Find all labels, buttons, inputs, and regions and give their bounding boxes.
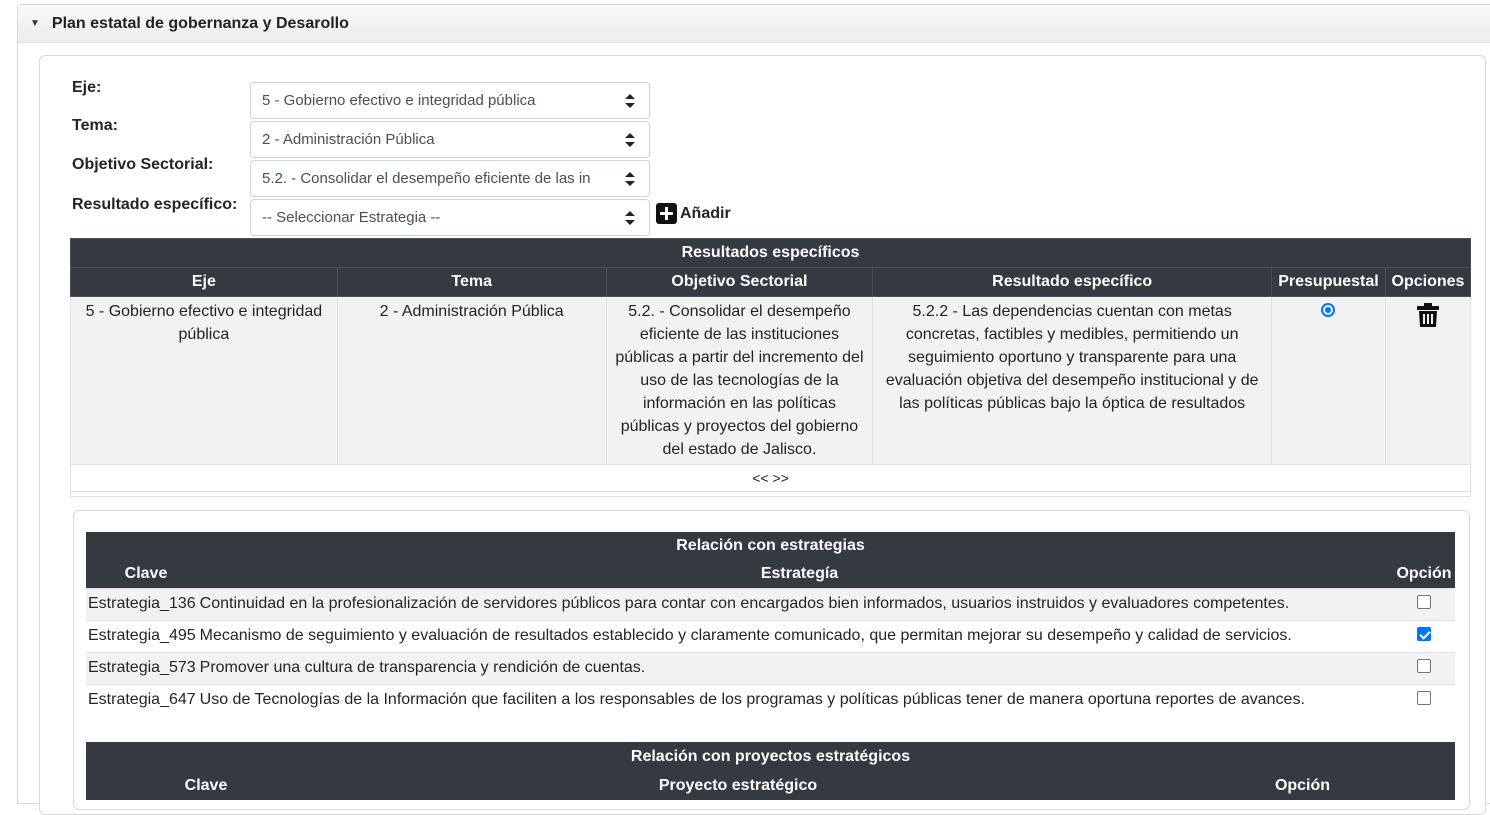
resultados-table: [70, 238, 1471, 497]
col-header-eje: Eje: [71, 268, 338, 297]
estrategia-checkbox[interactable]: [1417, 595, 1431, 609]
objetivo-label: Objetivo Sectorial:: [72, 156, 214, 173]
cell-presupuestal: [1271, 297, 1385, 465]
estrategia-texto: Continuidad en la profesionalización de servidores públicos para contar con encargados bien informados, usuarios instruidos y evaluadores competentes.: [199, 594, 1290, 612]
estrategias-table-title: Relación con estrategias: [86, 532, 1455, 560]
estrategia-cell: [86, 588, 1393, 620]
col-header-objetivo: Objetivo Sectorial: [606, 268, 873, 297]
estrategia-cell: [86, 684, 1393, 716]
table-row: [71, 297, 1471, 465]
select-arrows-icon: [625, 211, 635, 225]
cell-tema: 2 - Administración Pública: [337, 297, 606, 465]
estrategia-option-cell: [1393, 684, 1455, 716]
col-header-estrategia: Estrategía: [206, 560, 1393, 588]
cell-resultado: 5.2.2 - Las dependencias cuentan con metas concretas, factibles y medibles, permitiendo un seguimiento oportuno y transparente para una evaluación objetiva del desempeño institucional y de las políticas públicas bajo la óptica de resultados: [873, 297, 1272, 465]
col-header-proyecto: Proyecto estratégico: [326, 771, 1150, 800]
col-header-tema: Tema: [337, 268, 606, 297]
proyectos-table-title: Relación con proyectos estratégicos: [86, 742, 1455, 771]
table-row: [86, 620, 1455, 652]
objetivo-select[interactable]: [250, 160, 650, 197]
estrategias-table: [86, 532, 1455, 716]
resultado-label: Resultado específico:: [72, 196, 238, 213]
estrategia-option-cell: [1393, 588, 1455, 620]
add-button-label: Añadir: [680, 204, 731, 222]
col-header-presupuestal: Presupuestal: [1271, 268, 1385, 297]
caret-down-icon[interactable]: ▼: [30, 18, 40, 29]
select-arrows-icon: [625, 172, 635, 186]
estrategia-clave: Estrategia_136: [88, 594, 196, 612]
presupuestal-radio[interactable]: [1321, 303, 1335, 317]
col-header-opciones: Opciones: [1385, 268, 1470, 297]
estrategia-checkbox[interactable]: [1417, 659, 1431, 673]
estrategia-texto: Promover una cultura de transparencia y rendición de cuentas.: [199, 658, 646, 676]
resultado-select[interactable]: [250, 199, 650, 236]
resultados-table-title: Resultados específicos: [71, 239, 1471, 268]
table-row: [86, 588, 1455, 620]
cell-eje: 5 - Gobierno efectivo e integridad pública: [71, 297, 338, 465]
col-header-clave: Clave: [86, 560, 206, 588]
eje-select[interactable]: [250, 82, 650, 119]
select-arrows-icon: [625, 133, 635, 147]
cell-objetivo: 5.2. - Consolidar el desempeño eficiente de las instituciones públicas a partir del incremento del uso de las tecnologías de la información en las políticas públicas y proyectos del gobierno del estado de Jalisco.: [606, 297, 873, 465]
table-spacer: [71, 492, 1471, 497]
estrategia-clave: Estrategia_573: [88, 658, 196, 676]
select-arrows-icon: [625, 94, 635, 108]
estrategia-cell: [86, 620, 1393, 652]
table-row: [86, 652, 1455, 684]
estrategia-texto: Mecanismo de seguimiento y evaluación de resultados establecido y claramente comunicado, que permitan mejorar su desempeño y calidad de servicios.: [199, 626, 1292, 644]
estrategia-option-cell: [1393, 620, 1455, 652]
pager[interactable]: << >>: [71, 465, 1471, 492]
proyectos-table: [86, 742, 1455, 800]
tema-select[interactable]: [250, 121, 650, 158]
col-header-resultado: Resultado específico: [873, 268, 1272, 297]
estrategia-clave: Estrategia_647: [88, 690, 196, 708]
estrategia-checkbox[interactable]: [1417, 691, 1431, 705]
objetivo-select-value: 5.2. - Consolidar el desempeño eficiente de las in: [262, 170, 591, 187]
estrategia-texto: Uso de Tecnologías de la Información que faciliten a los responsables de los programas y políticas públicas tener de manera oportuna reportes de avances.: [199, 690, 1305, 708]
tema-select-value: 2 - Administración Pública: [262, 131, 435, 148]
estrategia-clave: Estrategia_495: [88, 626, 196, 644]
estrategia-option-cell: [1393, 652, 1455, 684]
plus-square-icon: [656, 203, 677, 224]
add-button[interactable]: [656, 203, 731, 224]
col-header-opcion: Opción: [1393, 560, 1455, 588]
eje-select-value: 5 - Gobierno efectivo e integridad pública: [262, 92, 536, 109]
trash-icon[interactable]: [1417, 303, 1439, 334]
estrategia-cell: [86, 652, 1393, 684]
table-row: [86, 684, 1455, 716]
resultado-select-value: -- Seleccionar Estrategia --: [262, 209, 441, 226]
tema-label: Tema:: [72, 117, 118, 134]
panel-header[interactable]: [18, 5, 1490, 43]
col-header-opcion: Opción: [1150, 771, 1455, 800]
eje-label: Eje:: [72, 79, 102, 96]
col-header-clave: Clave: [86, 771, 326, 800]
panel-title: Plan estatal de gobernanza y Desarollo: [51, 14, 349, 32]
estrategia-checkbox-checked[interactable]: [1417, 627, 1431, 641]
cell-opciones: [1385, 297, 1470, 465]
